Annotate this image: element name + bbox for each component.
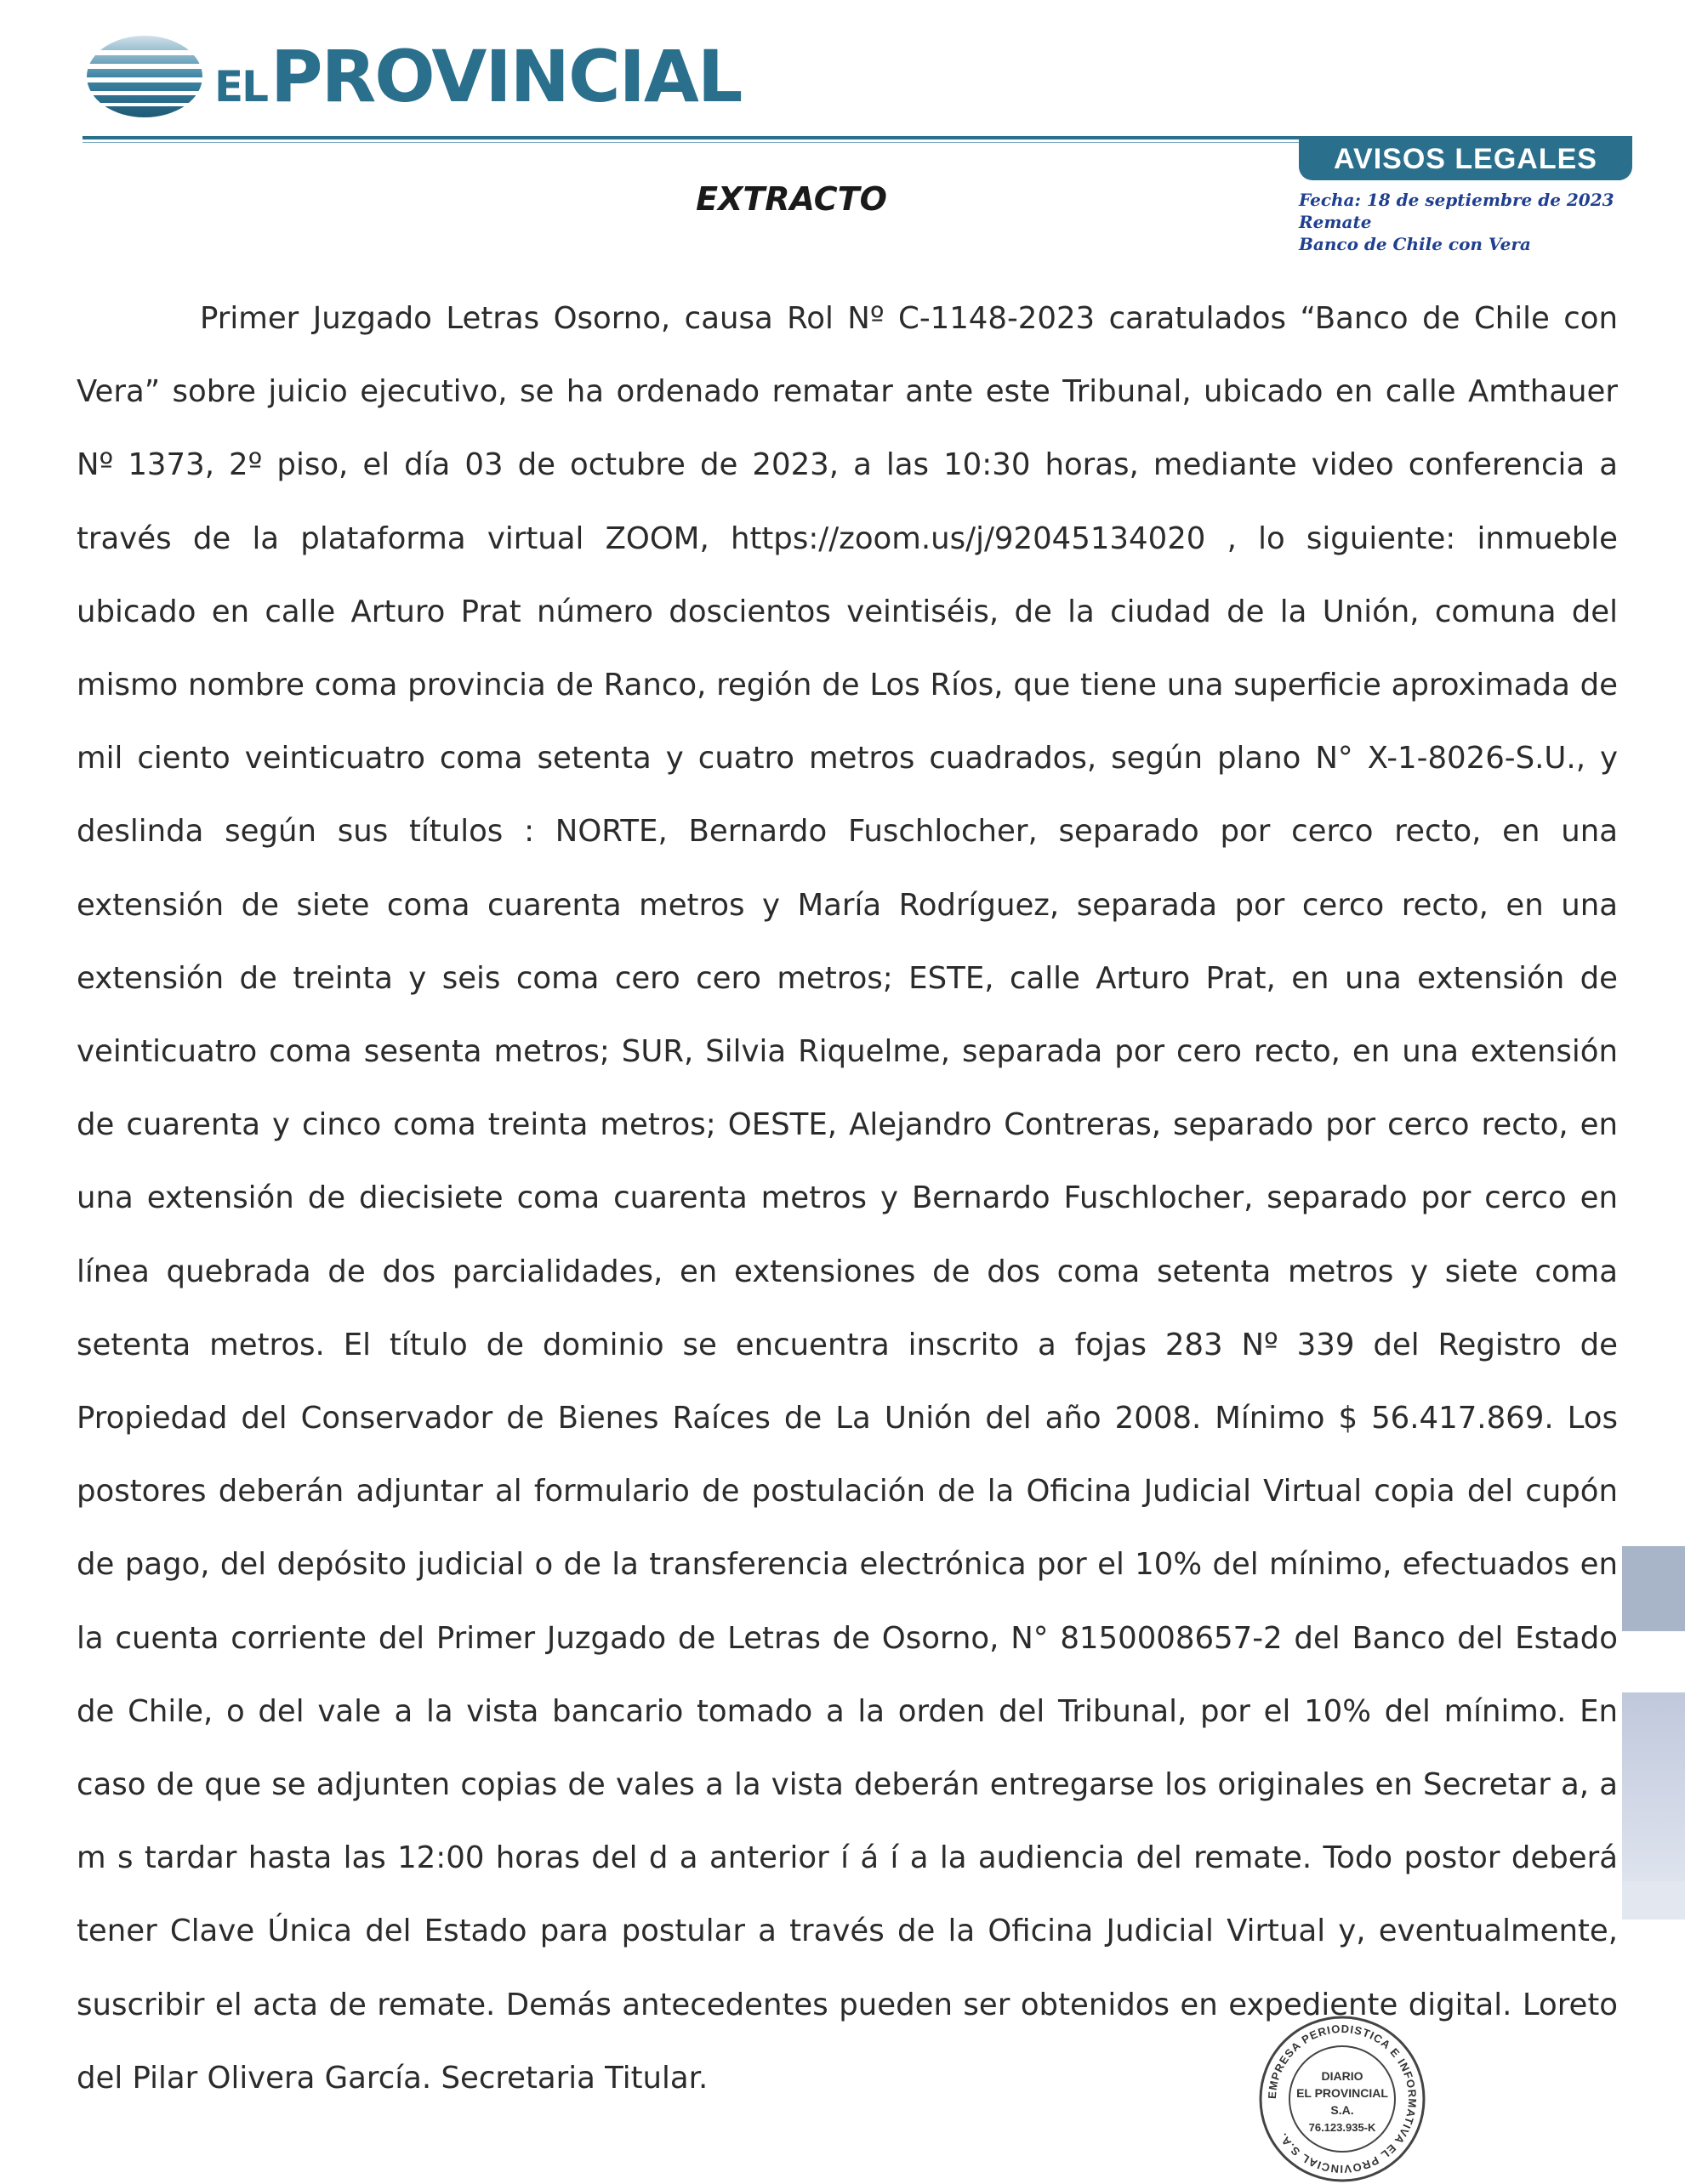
side-decoration-middle	[1622, 1692, 1685, 1888]
document-title: EXTRACTO	[696, 180, 887, 218]
stamp-ring-text: EMPRESA PERIODISTICA E INFORMATIVA EL PROVINCIAL S.A.	[1265, 2022, 1420, 2176]
company-stamp	[1257, 2014, 1427, 2184]
logo-main-text: PROVINCIAL	[270, 35, 742, 118]
stamp-line-2: EL PROVINCIAL	[1296, 2086, 1388, 2100]
globe-logo-icon	[85, 30, 204, 123]
stamp-line-3: S.A.	[1330, 2103, 1354, 2117]
document-body: Primer Juzgado Letras Osorno, causa Rol Nº C-1148-2023 caratulados “Banco de Chile con Vera” sobre juicio ejecutivo, se ha ordenado rematar ante este Tribunal, ubicado en calle Amthauer Nº 1373, 2º piso, el día 03 de octubre de 2023, a las 10:30 horas, mediante video conferencia a través de la plataforma virtual ZOOM, https://zoom.us/j/92045134020 , lo siguiente: inmueble ubicado en calle Arturo Prat número doscientos veintiséis, de la ciudad de la Unión, comuna del mismo nombre coma provincia de Ranco, región de Los Ríos, que tiene una superficie aproximada de mil ciento veinticuatro coma setenta y cuatro metros cuadrados, según plano N° X-1-8026-S.U., y deslinda según sus títulos : NORTE, Bernardo Fuschlocher, separado por cerco recto, en una extensión de siete coma cuarenta metros y María Rodríguez, separada por cerco recto, en una extensión de treinta y seis coma cero cero metros; ESTE, calle Arturo Prat, en una extensión de veinticuatro coma sesenta metros; SUR, Silvia Riquelme, separada por cero recto, en una extensión de cuarenta y cinco coma treinta metros; OESTE, Alejandro Contreras, separado por cerco recto, en una extensión de diecisiete coma cuarenta metros y Bernardo Fuschlocher, separado por cerco en línea quebrada de dos parcialidades, en extensiones de dos coma setenta metros y siete coma setenta metros. El título de dominio se encuentra inscrito a fojas 283 Nº 339 del Registro de Propiedad del Conservador de Bienes Raíces de La Unión del año 2008. Mínimo $ 56.417.869. Los postores deberán adjuntar al formulario de postulación de la Oficina Judicial Virtual copia del cupón de pago, del depósito judicial o de la transferencia electrónica por el 10% del mínimo, efectuados en la cuenta corriente del Primer Juzgado de Letras de Osorno, N° 8150008657-2 del Banco del Estado de Chile, o del vale a la vista bancario tomado a la orden del Tribunal, por el 10% del mínimo. En caso de que se adjunten copias de vales a la vista deberán entregarse los originales en Secretar a, a m s tardar hasta las 12:00 horas del d a anterior í á í a la audiencia del remate. Todo postor deberá tener Clave Única del Estado para postular a través de la Oficina Judicial Virtual y, eventualmente, suscribir el acta de remate. Demás antecedentes pueden ser obtenidos en expediente digital. Loreto del Pilar Olivera García. Secretaria Titular.	[77, 301, 1618, 2096]
side-decoration-top	[1622, 1546, 1685, 1631]
section-tab: AVISOS LEGALES	[1299, 138, 1632, 180]
side-decoration-bottom	[1622, 1881, 1685, 1920]
meta-fecha: Fecha: 18 de septiembre de 2023	[1299, 190, 1614, 210]
stamp-line-4: 76.123.935-K	[1308, 2121, 1376, 2134]
stamp-line-1: DIARIO	[1321, 2069, 1363, 2083]
newspaper-logo	[85, 26, 741, 128]
logo-el-text: EL	[214, 62, 268, 111]
meta-tipo: Remate	[1299, 212, 1372, 232]
meta-causa: Banco de Chile con Vera	[1299, 234, 1531, 254]
